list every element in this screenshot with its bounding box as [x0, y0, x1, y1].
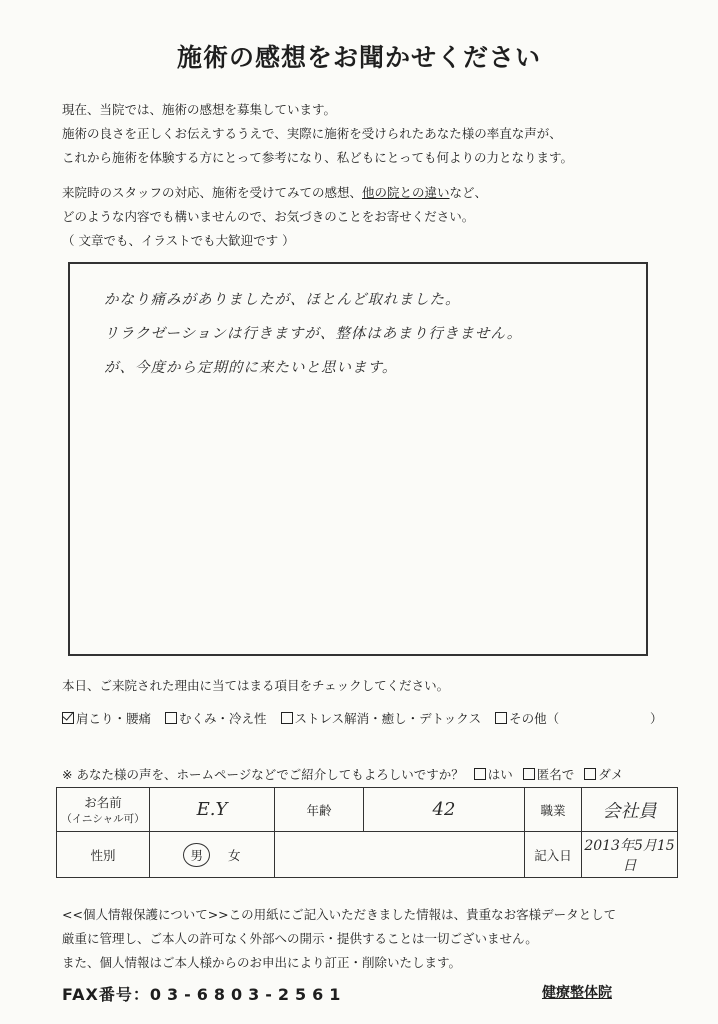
job-value: 会社員: [602, 800, 657, 822]
underlined-phrase: 他の院との違い: [362, 185, 450, 200]
permission-question: ※ あなた様の声を、ホームページなどでご紹介してもよろしいですか？ はい 匿名で ダメ: [62, 767, 624, 782]
reason-option[interactable]: 肩こり・腰痛: [62, 709, 151, 727]
fax-info: [62, 982, 346, 1005]
date-label-cell: 記入日: [525, 832, 582, 878]
date-value-cell[interactable]: [582, 832, 678, 878]
reason-question: 本日、ご来院された理由に当てはまる項目をチェックしてください。: [62, 678, 450, 693]
permission-option[interactable]: はい: [474, 767, 513, 782]
request-line: （ 文章でも、イラストでも大歓迎です ）: [62, 233, 295, 248]
privacy-line: <<個人情報保護について>>この用紙にご記入いただきました情報は、貴重なお客様データとして: [62, 907, 617, 922]
fax-label: FAX番号：: [62, 985, 150, 1004]
request-paragraph: [62, 181, 487, 253]
clinic-name: 健療整体院: [542, 985, 612, 1001]
intro-line: これから施術を体験する方にとって参考になり、私どもにとっても何よりの力となります。: [62, 150, 574, 165]
reason-options: [62, 709, 569, 727]
gender-value-cell[interactable]: [150, 832, 275, 878]
checkbox[interactable]: [523, 768, 535, 780]
request-line: 来院時のスタッフの対応、施術を受けてみての感想、他の院との違いなど、: [62, 185, 488, 200]
personal-info-table: [56, 787, 678, 878]
checkbox[interactable]: [584, 768, 596, 780]
job-label-cell: 職業: [525, 788, 582, 832]
intro-paragraph: [62, 98, 573, 170]
comment-line: が、今度から定期的に来たいと思います。: [104, 360, 398, 376]
checkbox[interactable]: [495, 712, 507, 724]
date-value: 2013年5月15日: [584, 837, 675, 874]
blank-cell: [275, 832, 525, 878]
name-label-cell: お名前 （イニシャル可）: [57, 788, 150, 832]
intro-line: 現在、当院では、施術の感想を募集しています。: [62, 102, 337, 117]
checkbox-checked[interactable]: [62, 712, 74, 724]
gender-label-cell: 性別: [57, 832, 150, 878]
permission-option[interactable]: ダメ: [584, 767, 623, 782]
permission-option[interactable]: 匿名で: [523, 767, 575, 782]
checkbox[interactable]: [281, 712, 293, 724]
reason-option[interactable]: むくみ・冷え性: [165, 709, 267, 727]
age-value-cell[interactable]: [364, 788, 525, 832]
request-line: どのような内容でも構いませんので、お気づきのことをお寄せください。: [62, 209, 475, 224]
comment-box[interactable]: [68, 262, 648, 656]
comment-line: リラクゼーションは行きますが、整体はあまり行きません。: [104, 326, 523, 342]
other-close-paren: ）: [650, 711, 663, 726]
privacy-line: また、個人情報はご本人様からのお申出により訂正・削除いたします。: [62, 955, 462, 970]
name-value-cell[interactable]: [150, 788, 275, 832]
reason-option[interactable]: ストレス解消・癒し・デトックス: [281, 709, 482, 727]
name-value: E.Y: [196, 799, 228, 820]
comment-line: かなり痛みがありましたが、ほとんど取れました。: [104, 292, 461, 308]
privacy-notice: [62, 903, 616, 975]
checkbox[interactable]: [474, 768, 486, 780]
fax-number: 03-6803-2561: [149, 985, 347, 1004]
gender-female[interactable]: 女: [228, 847, 241, 863]
gender-male-circled[interactable]: 男: [183, 843, 210, 867]
checkbox[interactable]: [165, 712, 177, 724]
page-title: 施術の感想をお聞かせください: [176, 43, 541, 72]
reason-option[interactable]: その他（: [495, 709, 559, 727]
age-label-cell: 年齢: [275, 788, 364, 832]
job-value-cell[interactable]: [582, 788, 678, 832]
intro-line: 施術の良さを正しくお伝えするうえで、実際に施術を受けられたあなた様の率直な声が、: [62, 126, 562, 141]
age-value: 42: [432, 799, 456, 820]
privacy-line: 厳重に管理し、ご本人の許可なく外部への開示・提供することは一切ございません。: [62, 931, 538, 946]
